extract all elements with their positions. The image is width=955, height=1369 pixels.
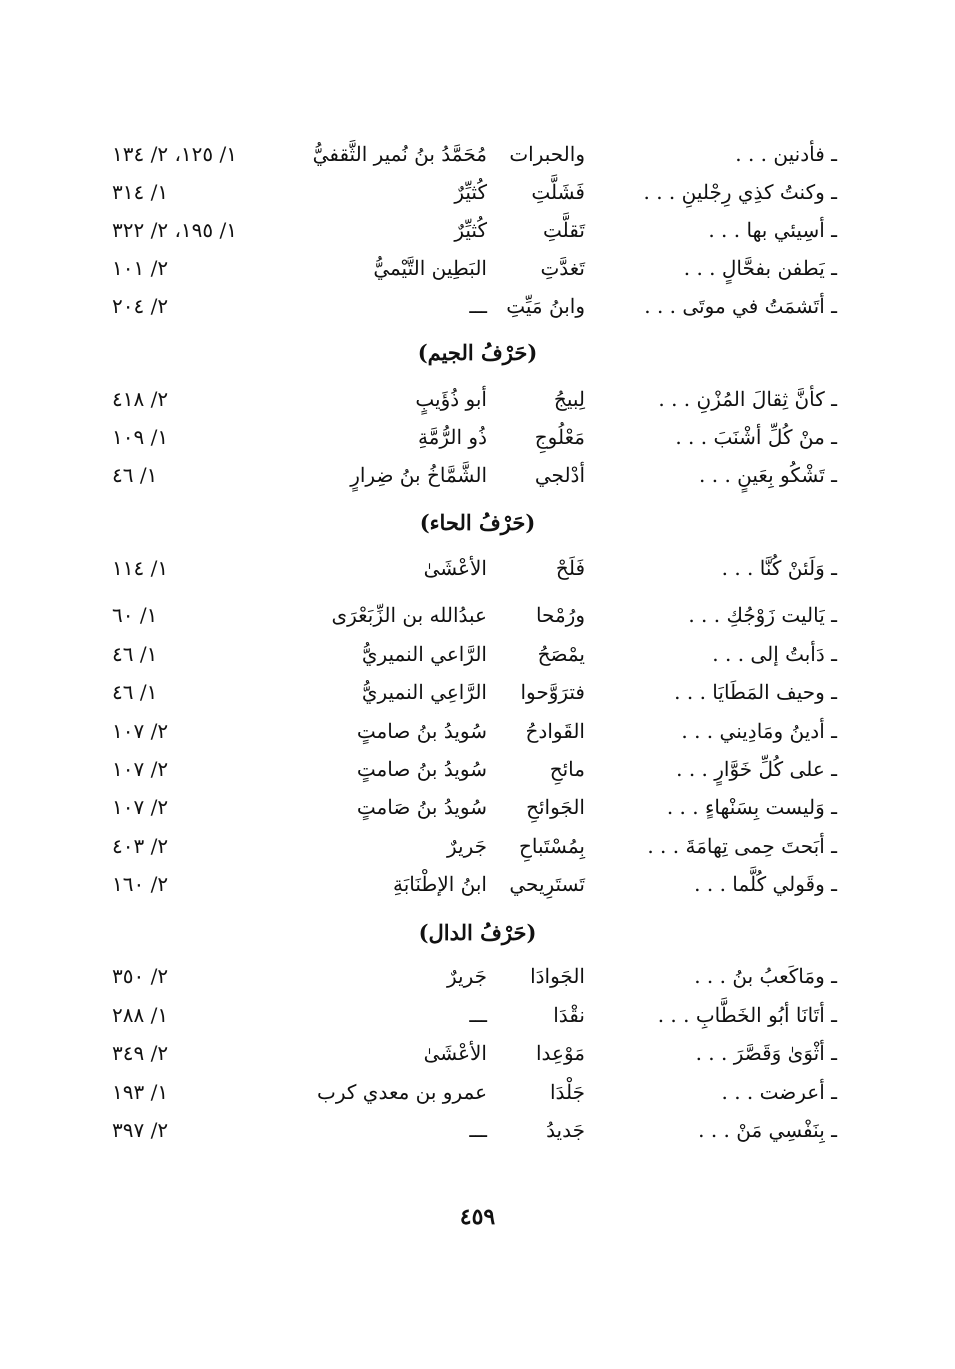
rhyme-word: فَلَحْ xyxy=(555,556,585,580)
verse-opening: ـ على كُلِّ خَوَّارٍ . . . xyxy=(676,757,837,781)
poet-name: الشَّمَّاخُ بنُ ضِرارٍ xyxy=(350,463,487,487)
poet-name: البَطِين التَّيْميُّ xyxy=(373,256,487,280)
index-entry xyxy=(0,458,955,492)
rhyme-word: يمْصَحُ xyxy=(537,642,585,666)
verse-opening: ـ كأنَّ ثِقالَ المُزْنِ . . . xyxy=(658,387,837,411)
poet-name: ذُو الرُّمَّةِ xyxy=(417,425,487,449)
poet-name: أبو ذُؤَيبٍ xyxy=(415,387,487,411)
page-reference: ٢/ ١٠٧ xyxy=(112,757,169,781)
verse-opening: ـ أثْوَىٰ وَقَصَّرَ . . . xyxy=(695,1041,837,1065)
page-reference: ١/ ٤٦ xyxy=(112,680,158,704)
index-entry xyxy=(0,1075,955,1109)
rhyme-word: وابنُ مَيِّتِ xyxy=(506,294,585,318)
page-reference: ١/ ٤٦ xyxy=(112,642,158,666)
rhyme-word: أدْلجي xyxy=(534,463,585,487)
index-entry xyxy=(0,382,955,416)
rhyme-word: الجَوائحِ xyxy=(526,795,585,819)
rhyme-word: مَعْلُوجِ xyxy=(534,425,585,449)
page-reference: ٢/ ٤١٨ xyxy=(112,387,169,411)
verse-opening: ـ أدينُ ومَادِيني . . . xyxy=(681,719,837,743)
index-entry xyxy=(0,675,955,709)
page-reference: ١/ ١٢٥، ٢/ ١٣٤ xyxy=(112,142,237,166)
index-entry xyxy=(0,829,955,863)
index-entry xyxy=(0,213,955,247)
rhyme-word: ورُمْحا xyxy=(535,603,585,627)
rhyme-word: لِبيجُ xyxy=(553,387,585,411)
poet-name: جَريرٌ xyxy=(447,964,487,988)
verse-opening: ـ فأدنين . . . xyxy=(735,142,837,166)
page-reference: ١/ ٣١٤ xyxy=(112,180,169,204)
rhyme-word: جَديدُ xyxy=(546,1118,585,1142)
index-entry xyxy=(0,998,955,1032)
verse-opening: ـ ومَاكَعبُ بنُ . . . xyxy=(694,964,837,988)
index-entry xyxy=(0,175,955,209)
rhyme-word: القَوادحُ xyxy=(525,719,585,743)
index-entry xyxy=(0,1113,955,1147)
rhyme-word: والحبرات xyxy=(509,142,585,166)
poet-name: الأعْشَىٰ xyxy=(423,556,487,580)
verse-opening: ـ يَاليت زَوْجُكِ . . . xyxy=(688,603,837,627)
section-heading: (حَرْفُ الدال) xyxy=(418,920,537,945)
poet-name: سُويدُ بنُ صامتٍ xyxy=(356,719,487,743)
rhyme-word: الجَوادَا xyxy=(530,964,585,988)
rhyme-word: تَقلَّتِ xyxy=(543,218,585,242)
section-heading: (حَرْفُ الجيم) xyxy=(417,340,538,365)
verse-opening: ـ وكنتُ كذِي رِجْلينِ . . . xyxy=(643,180,837,204)
page-reference: ٢/ ١٠٧ xyxy=(112,795,169,819)
poet-name: مُحَمَّدُ بنُ نُمير الثَّقفيُّ xyxy=(312,142,487,166)
page-reference: ٢/ ٣٤٩ xyxy=(112,1041,169,1065)
verse-opening: ـ أعرضت . . . xyxy=(721,1080,837,1104)
page-reference: ١/ ١٩٣ xyxy=(112,1080,169,1104)
poet-name: ابنُ الإطْنَابَةِ xyxy=(392,872,487,896)
rhyme-word: تَغدَّتِ xyxy=(540,256,585,280)
page-reference: ١/ ٢٨٨ xyxy=(112,1003,169,1027)
page-reference: ٢/ ١٦٠ xyxy=(112,872,169,896)
verse-opening: ـ يَطفن بفحَّالٍ . . . xyxy=(683,256,837,280)
index-entry xyxy=(0,637,955,671)
verse-opening: ـ وقَولي كُلَّما . . . xyxy=(694,872,837,896)
page-reference: ٢/ ٣٥٠ xyxy=(112,964,169,988)
page-number: ٤٥٩ xyxy=(459,1204,496,1230)
poet-name: ـــ xyxy=(469,294,487,318)
verse-opening: ـ أسِيئي بها . . . xyxy=(708,218,837,242)
verse-opening: ـ وَلَئنْ كُنَّا . . . xyxy=(721,556,837,580)
page-reference: ٢/ ١٠١ xyxy=(112,256,169,280)
rhyme-word: تَستَرِيحي xyxy=(509,872,585,896)
page-reference: ٢/ ٣٩٧ xyxy=(112,1118,169,1142)
page-reference: ١/ ٤٦ xyxy=(112,463,158,487)
poet-name: سُويدُ بنُ صامتٍ xyxy=(356,757,487,781)
poet-name: الأعْشَىٰ xyxy=(423,1041,487,1065)
index-entry xyxy=(0,959,955,993)
rhyme-word: جَلْدَا xyxy=(549,1080,585,1104)
index-entry xyxy=(0,598,955,632)
page-reference: ١/ ١٠٩ xyxy=(112,425,169,449)
verse-opening: ـ أتَشمَتُ في موتَى . . . xyxy=(644,294,837,318)
verse-opening: ـ تَشْكُو بِعَينٍ . . . xyxy=(699,463,837,487)
verse-opening: ـ بِنَفْسِي مَنْ . . . xyxy=(698,1118,837,1142)
poet-name: ـــ xyxy=(469,1003,487,1027)
index-entry xyxy=(0,551,955,585)
poet-name: سُويدُ بنُ صَامتٍ xyxy=(356,795,487,819)
verse-opening: ـ وحيف المَطَايَا . . . xyxy=(674,680,837,704)
poet-name: عبدُالله بن الزِّبَعْرَى xyxy=(331,603,487,627)
poet-name: ـــ xyxy=(469,1118,487,1142)
section-heading: (حَرْفُ الحاء) xyxy=(419,510,536,535)
index-entry xyxy=(0,137,955,171)
page-reference: ١/ ١١٤ xyxy=(112,556,169,580)
rhyme-word: فترَوَّحوا xyxy=(520,680,585,704)
index-entry xyxy=(0,752,955,786)
index-entry xyxy=(0,867,955,901)
rhyme-word: نقْدَا xyxy=(553,1003,585,1027)
poet-name: كُثيِّرٌ xyxy=(454,180,487,204)
index-entry xyxy=(0,1036,955,1070)
verse-opening: ـ منْ كُلِّ أشْنَبَ . . . xyxy=(675,425,837,449)
rhyme-word: مائحِ xyxy=(549,757,585,781)
verse-opening: ـ دَأبتُ إلى . . . xyxy=(712,642,837,666)
index-entry xyxy=(0,289,955,323)
poet-name: الرَّاعِي النميريُّ xyxy=(361,680,487,704)
page-reference: ٢/ ٤٠٣ xyxy=(112,834,169,858)
page-reference: ٢/ ١٠٧ xyxy=(112,719,169,743)
verse-opening: ـ أتَانَا أبُو الخَطَّابِ . . . xyxy=(657,1003,837,1027)
poet-name: كُثيِّرٌ xyxy=(454,218,487,242)
rhyme-word: مَوْعِدا xyxy=(535,1041,585,1065)
page-reference: ١/ ١٩٥، ٢/ ٣٢٢ xyxy=(112,218,237,242)
rhyme-word: فَشَلَّتِ xyxy=(531,180,585,204)
poet-name: الرَّاعي النميريُّ xyxy=(361,642,487,666)
verse-opening: ـ وَليست بِسَنْهاءٍ . . . xyxy=(666,795,837,819)
index-entry xyxy=(0,251,955,285)
verse-opening: ـ أبَحتَ حِمى تِهامَةَ . . . xyxy=(647,834,837,858)
rhyme-word: بِمُسْتَباحِ xyxy=(518,834,585,858)
index-entry xyxy=(0,714,955,748)
poet-name: عمرو بن معدي كرب xyxy=(317,1080,487,1104)
page-reference: ١/ ٦٠ xyxy=(112,603,158,627)
page-reference: ٢/ ٢٠٤ xyxy=(112,294,169,318)
index-entry xyxy=(0,790,955,824)
poet-name: جَريرٌ xyxy=(447,834,487,858)
index-entry xyxy=(0,420,955,454)
